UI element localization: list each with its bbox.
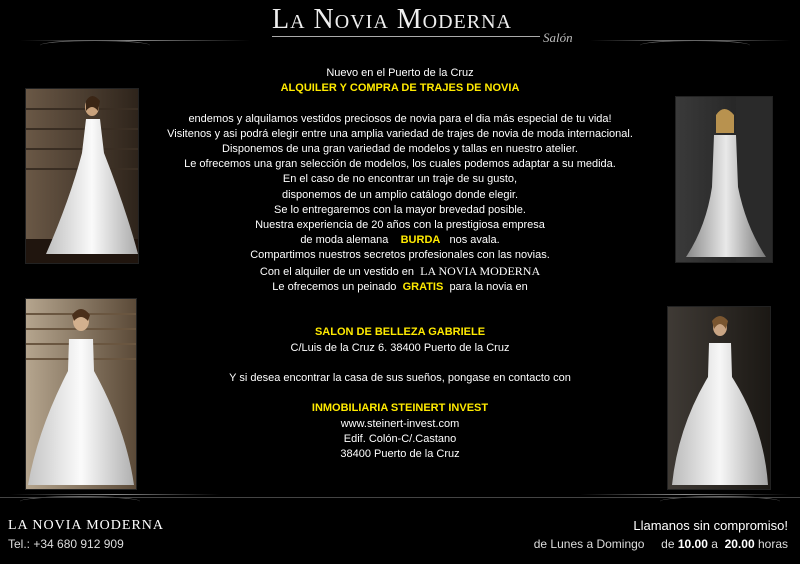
bride-photo-top-right: [675, 96, 773, 263]
burda-highlight: BURDA: [400, 234, 441, 247]
hours-from-label: de: [661, 537, 675, 551]
text-line: endemos y alquilamos vestidos preciosos de novia para el dia más especial de tu vida!: [188, 112, 612, 125]
salon-tagline: Salón: [543, 30, 573, 45]
hours-from: 10.00: [677, 537, 708, 551]
bride-photo-bottom-right: [667, 306, 771, 490]
logo: La Novia Moderna: [272, 4, 512, 35]
text-fragment: nos avala.: [449, 234, 500, 247]
agency-name: INMOBILIARIA STEINERT INVEST: [311, 402, 489, 415]
main-content: [130, 66, 670, 462]
hours-unit: horas: [757, 537, 788, 551]
spacer: [130, 96, 670, 111]
agency-address-line2: 38400 Puerto de la Cruz: [340, 448, 460, 460]
logo-underline: [272, 36, 540, 37]
agency-website-link[interactable]: www.steinert-invest.com: [340, 417, 460, 430]
text-line: [130, 264, 670, 280]
agency-address-line1: Edif. Colón-C/.Castano: [343, 432, 457, 445]
spacer: [130, 310, 670, 325]
spacer: [130, 386, 670, 401]
header: [0, 0, 800, 58]
spacer: [130, 356, 670, 371]
header-flourish-right: [640, 40, 750, 51]
footer-divider: [0, 497, 800, 498]
hours-to: 20.00: [724, 537, 755, 551]
text-line: Le ofrecemos una gran selección de modelos, los cuales podemos adaptar a su medida.: [184, 158, 616, 171]
text-line: [130, 233, 670, 248]
intro-line: Nuevo en el Puerto de la Cruz: [326, 67, 474, 79]
footer-call-to-action: Llamanos sin compromiso!: [633, 518, 788, 533]
spacer: [130, 295, 670, 310]
footer-ornament-left: [10, 494, 220, 495]
footer-phone[interactable]: Tel.: +34 680 912 909: [8, 537, 124, 551]
text-fragment: Le ofrecemos un peinado: [272, 280, 397, 293]
text-line: disponemos de un amplio catálogo donde elegir.: [281, 188, 519, 201]
contact-intro: Y si desea encontrar la casa de sus sueños, pongase en contacto con: [229, 372, 571, 384]
headline: ALQUILER Y COMPRA DE TRAJES DE NOVIA: [280, 82, 520, 95]
gratis-highlight: GRATIS: [402, 280, 444, 293]
text-line: Nuestra experiencia de 20 años con la prestigiosa empresa: [255, 219, 545, 232]
bride-photo-bottom-left: [25, 298, 137, 490]
text-fragment: para la novia en: [449, 280, 528, 293]
header-flourish-left: [40, 40, 150, 51]
text-line: Se lo entregaremos con la mayor brevedad posible.: [274, 203, 526, 216]
text-fragment: Con el alquiler de un vestido en: [259, 265, 414, 278]
footer-ornament-right: [580, 494, 790, 495]
footer-brand: LA NOVIA MODERNA: [8, 518, 164, 533]
text-fragment: de moda alemana: [300, 234, 389, 247]
bride-photo-top-left: [25, 88, 139, 264]
text-line: Compartimos nuestros secretos profesionales con las novias.: [250, 249, 550, 262]
text-line: Disponemos de una gran variedad de modelos y tallas en nuestro atelier.: [222, 143, 578, 155]
brand-inline: LA NOVIA MODERNA: [420, 263, 541, 278]
text-line: En el caso de no encontrar un traje de su gusto,: [282, 173, 518, 186]
footer-hours: [534, 537, 788, 551]
salon-address: C/Luis de la Cruz 6. 38400 Puerto de la Cruz: [290, 341, 510, 354]
salon-name: SALON DE BELLEZA GABRIELE: [314, 326, 486, 339]
hours-to-label: a: [711, 537, 718, 551]
hours-days: de Lunes a Domingo: [533, 537, 645, 551]
text-line: Visitenos y asi podrá elegir entre una amplia variedad de trajes de novia de moda internacional.: [167, 127, 633, 140]
text-line: [130, 280, 670, 295]
